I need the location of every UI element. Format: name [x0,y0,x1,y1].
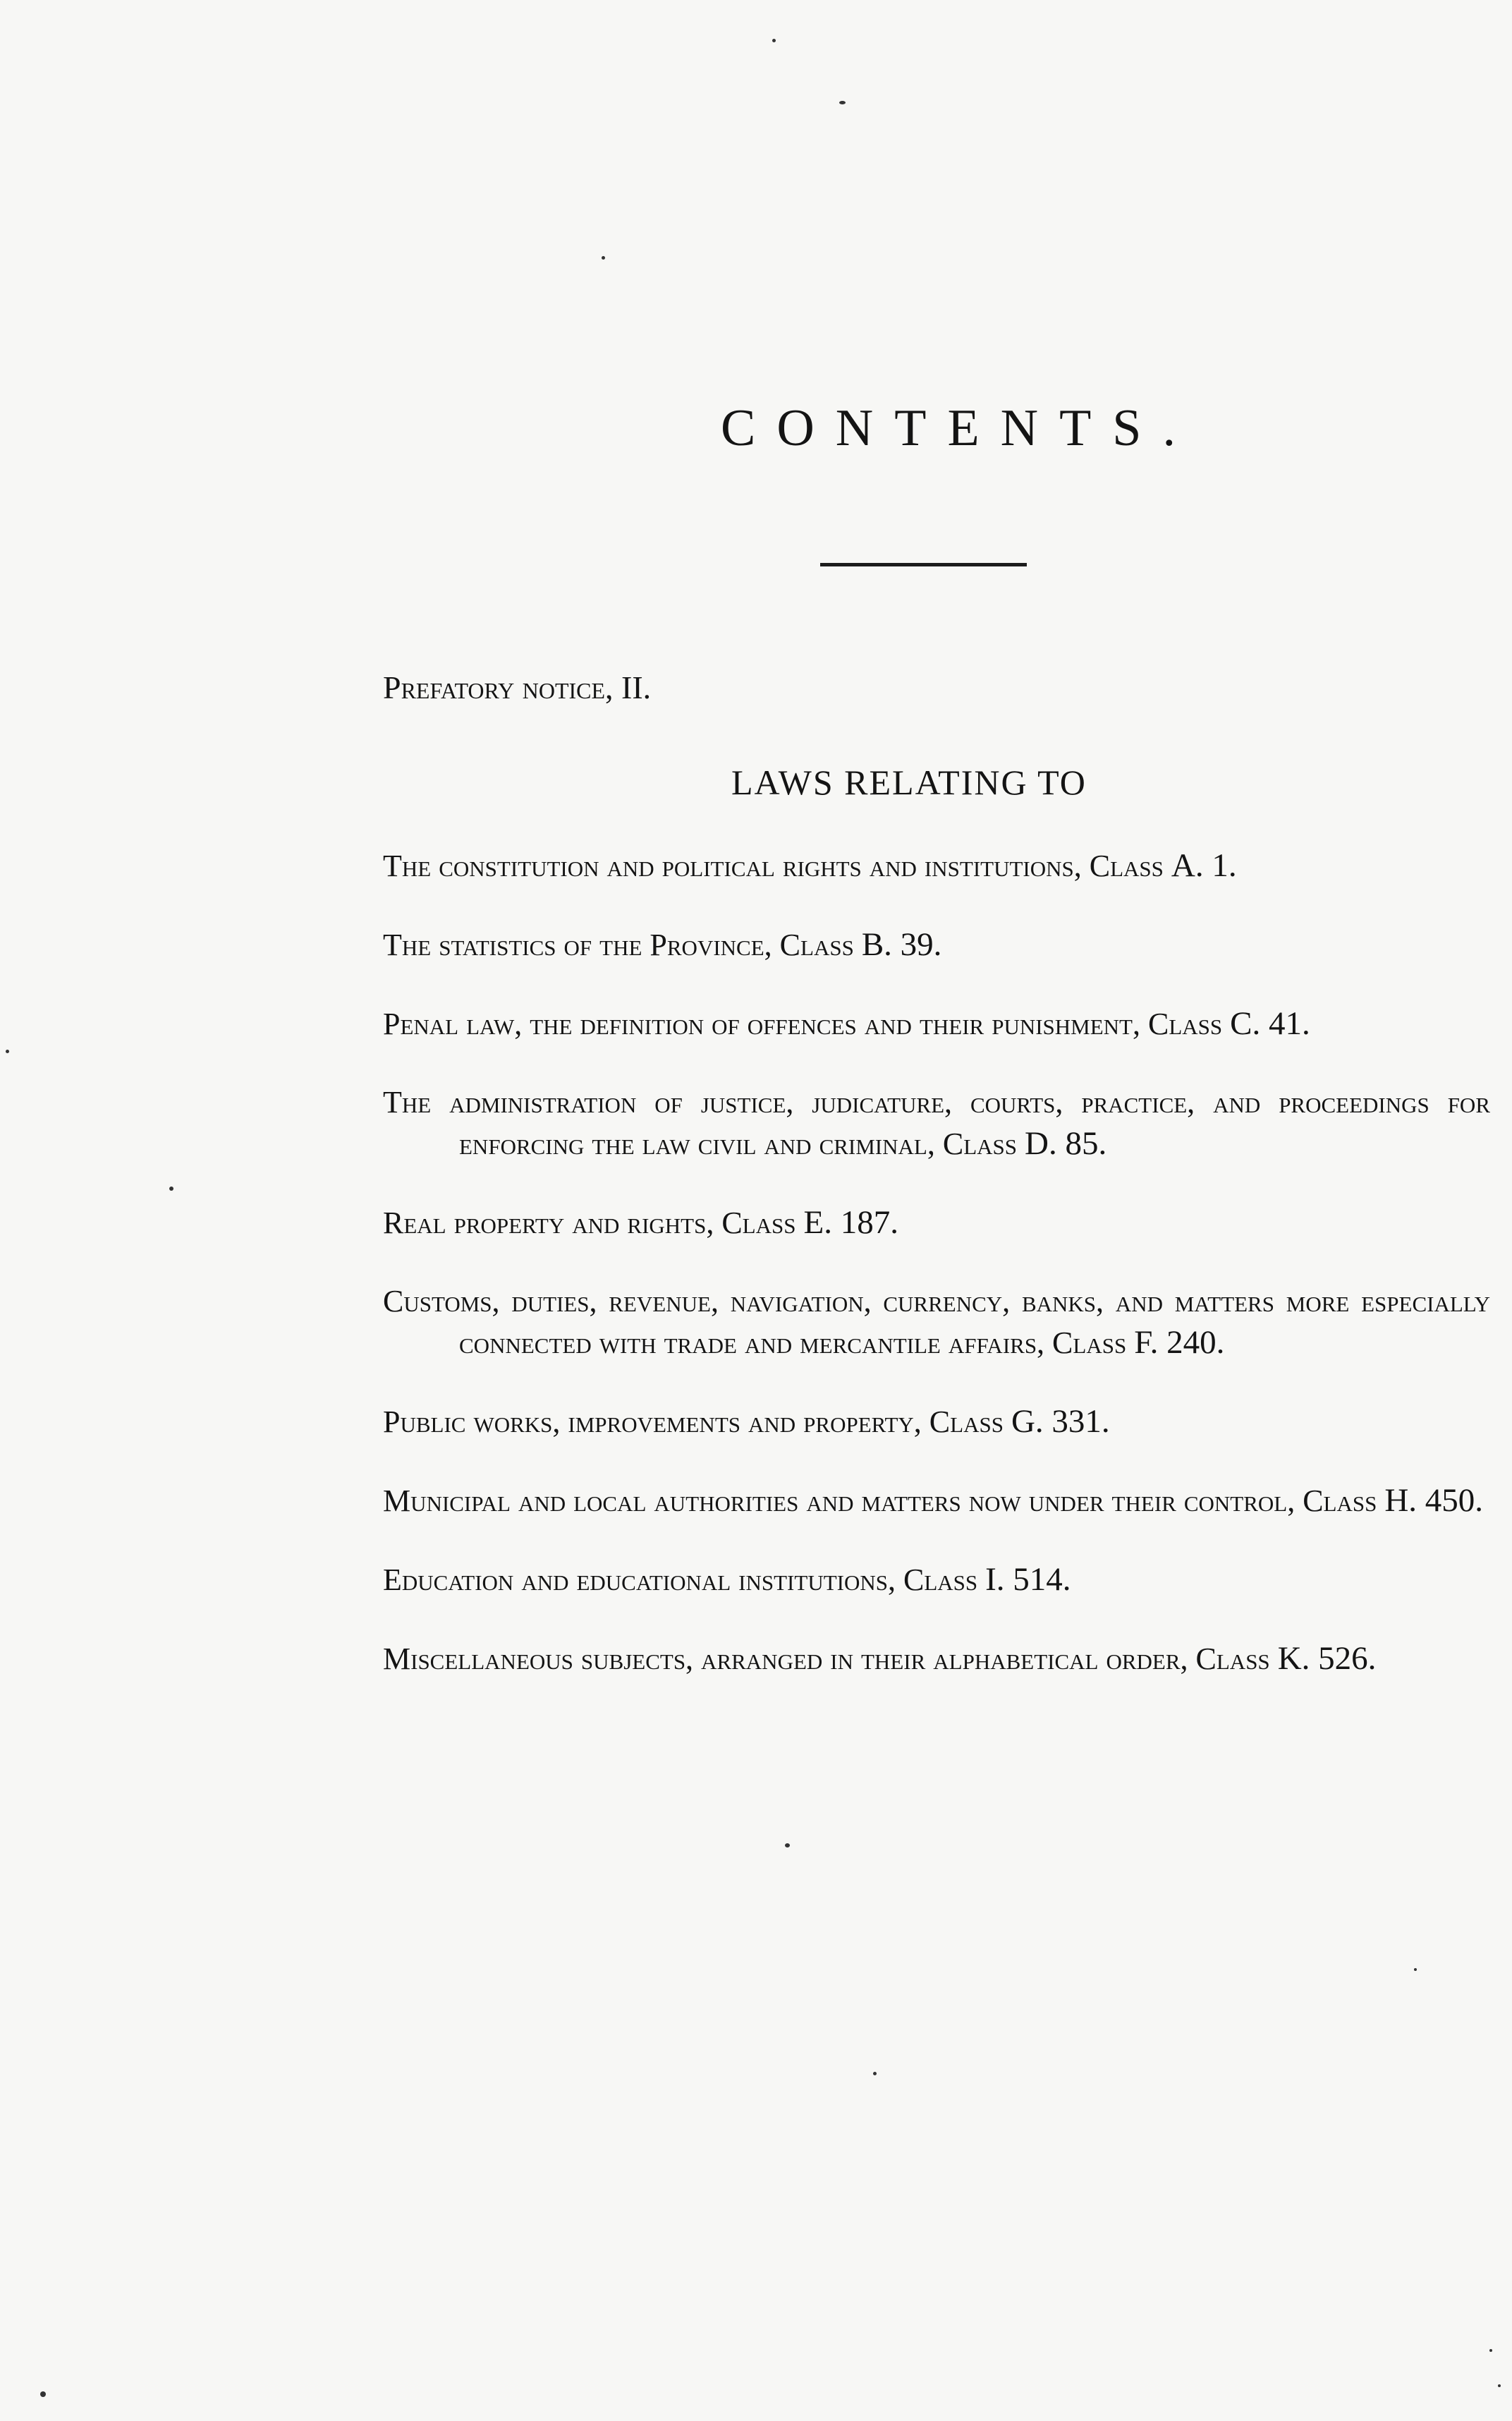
entry-text: Public works, improvements and property, Class [383,1404,1004,1439]
scan-speck [1414,1968,1417,1971]
contents-entry-class-d [383,1082,1490,1165]
contents-entry-class-c [383,1003,1490,1045]
contents-entry-class-g [383,1401,1490,1443]
contents-entry-class-e [383,1202,1490,1244]
entry-text: The administration of justice, judicature, courts, practice, and proceedings for enforcing the law civil and criminal, Class [383,1085,1490,1161]
prefatory-notice-entry: Prefatory notice, II. [383,669,652,705]
scan-speck [40,2391,46,2397]
entry-text: Penal law, the definition of offences and their punishment, Class [383,1007,1223,1041]
entry-reference: C. 41. [1230,1005,1310,1042]
contents-entry-class-h [383,1480,1490,1522]
laws-relating-heading: LAWS RELATING TO [731,763,1087,802]
entry-reference: H. 450. [1384,1482,1484,1519]
contents-entry-class-k [383,1638,1490,1680]
entry-text: Education and educational institutions, Class [383,1563,978,1597]
scan-speck [602,256,605,260]
scan-speck [1498,2384,1501,2387]
entry-text: Real property and rights, Class [383,1206,796,1240]
entry-reference: B. 39. [861,926,942,963]
entry-reference: D. 85. [1025,1125,1107,1162]
scan-speck [1489,2349,1492,2352]
entry-reference: E. 187. [803,1204,898,1241]
scan-speck [772,39,776,42]
entry-reference: G. 331. [1011,1403,1110,1440]
contents-list [383,845,1490,1717]
scan-speck [873,2072,877,2075]
entry-text: Miscellaneous subjects, arranged in their alphabetical order, Class [383,1642,1270,1676]
entry-text: The statistics of the Province, Class [383,928,854,962]
contents-entry-class-i [383,1559,1490,1601]
entry-text: The constitution and political rights and institutions, Class [383,849,1164,883]
entry-reference: F. 240. [1134,1324,1225,1361]
scan-speck [6,1050,9,1053]
entry-reference: I. 514. [985,1561,1071,1598]
entry-text: Customs, duties, revenue, navigation, currency, banks, and matters more especially connected with trade and mercantile affairs, Class [383,1284,1490,1360]
contents-entry-class-a [383,845,1490,887]
contents-entry-class-b [383,924,1490,966]
scan-speck [839,101,846,104]
scan-speck [169,1187,173,1191]
title-rule [820,563,1027,566]
page-title: CONTENTS. [721,399,1197,457]
entry-reference: A. 1. [1171,847,1237,884]
entry-text: Municipal and local authorities and matters now under their control, Class [383,1483,1377,1518]
contents-entry-class-f [383,1281,1490,1364]
entry-reference: K. 526. [1277,1640,1377,1677]
scan-speck [785,1843,790,1847]
